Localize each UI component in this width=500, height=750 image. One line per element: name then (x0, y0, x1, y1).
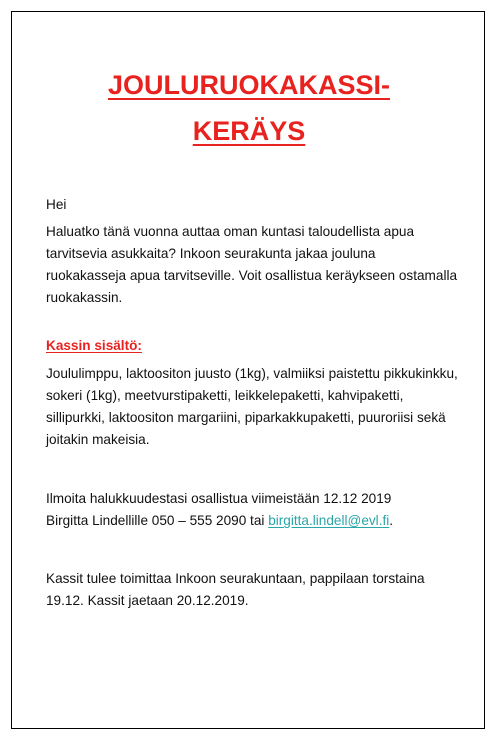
email-link[interactable]: birgitta.lindell@evl.fi (268, 513, 390, 528)
document-body (46, 62, 458, 612)
contact-line-2-prefix: Birgitta Lindellille 050 – 555 2090 tai (46, 513, 269, 528)
contact-line-2-suffix: . (389, 513, 394, 528)
greeting: Hei (46, 197, 67, 212)
contact-paragraph (46, 488, 458, 532)
contact-line-1: Ilmoita halukkuudestasi osallistua viimeistään 12.12 2019 (46, 491, 392, 506)
title-line-2: KERÄYS (192, 116, 306, 146)
contents-heading: Kassin sisältö: (46, 338, 142, 353)
page-title (40, 62, 458, 154)
contents-paragraph: Joululimppu, laktoositon juusto (1kg), valmiiksi paistettu pikkukinkku, sokeri (1kg), meetvurstipaketti, leikkelepaketti, kahvipaketti, sillipurkki, laktoositon margariini, piparkakkupaketti, puuroriisi sekä joitakin makeisia. (46, 366, 458, 447)
delivery-paragraph: Kassit tulee toimittaa Inkoon seurakuntaan, pappilaan torstaina 19.12. Kassit jaetaan 20.12.2019. (46, 571, 425, 608)
title-line-1: JOULURUOKAKASSI- (107, 70, 390, 100)
intro-paragraph: Haluatko tänä vuonna auttaa oman kuntasi taloudellista apua tarvitsevia asukkaita? Inkoon seurakunta jakaa jouluna ruokakasseja apua tarvitseville. Voit osallistua keräykseen ostamalla ruokakassin. (46, 224, 458, 305)
